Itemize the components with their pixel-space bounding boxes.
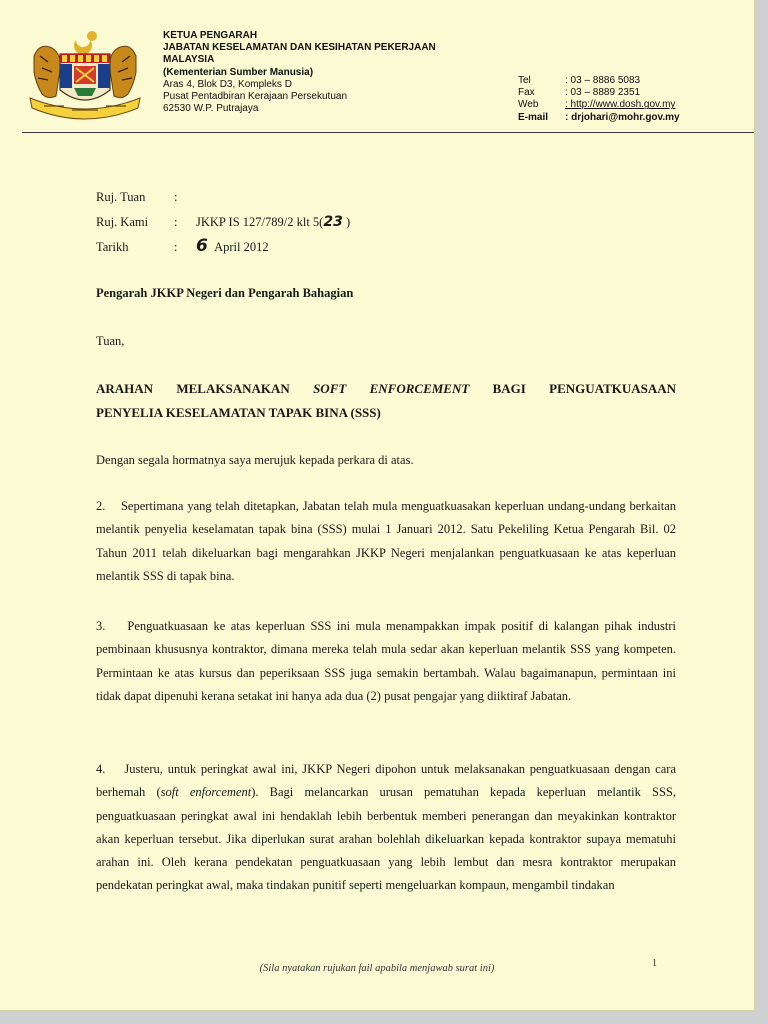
handwritten-day: 6: [196, 236, 208, 256]
page-number: 1: [652, 958, 657, 969]
handwritten-number: 23: [323, 214, 343, 230]
website-link[interactable]: : http://www.dosh.gov.my: [565, 99, 676, 111]
recipient-line: Pengarah JKKP Negeri dan Pengarah Bahagian: [96, 286, 354, 300]
paragraph-4-italic: soft enforcement: [160, 785, 252, 800]
contact-fax: [518, 87, 748, 99]
subject-part-3: BAGI PENGUATKUASAAN: [492, 381, 677, 396]
ref-colon: :: [174, 215, 178, 229]
address-line-1: Aras 4, Blok D3, Kompleks D: [163, 78, 292, 90]
letter-subject: [96, 377, 676, 425]
paragraph-4-text-b: ). Bagi melancarkan urusan pematuhan kepada keperluan melantik SSS, penguatkuasaan peringkat awal ini hendaklah lebih berbentuk memberi penerangan dan meyakinkan kontraktor akan keperluan tersebut. Jika diperlukan surat arahan bolehlah dikeluarkan kepada kontraktor supaya mematuhi arahan ini. Oleh kerana pendekatan penguatkuasaan yang lebih lembut dan mesra kontraktor merupakan pendekatan peringkat awal, maka tindakan punitif seperti mengeluarkan kompaun, mengambil tindakan: [96, 785, 676, 893]
ref-colon: :: [174, 190, 178, 204]
footer-note: (Sila nyatakan rujukan fail apabila menjawab surat ini): [259, 963, 495, 974]
date-value: April 2012: [214, 240, 269, 254]
letterhead-country: MALAYSIA: [163, 54, 215, 66]
opening-line: Dengan segala hormatnya saya merujuk kepada perkara di atas.: [96, 453, 414, 467]
coat-of-arms-logo: [24, 26, 146, 126]
ref-value: JKKP IS 127/789/2 klt 5(: [196, 215, 324, 229]
ref-tarikh: [96, 236, 269, 256]
subject-line-2: PENYELIA KESELAMATAN TAPAK BINA (SSS): [96, 405, 381, 420]
contact-web: [518, 99, 748, 111]
contact-label: E-mail: [518, 111, 549, 123]
letterhead-title: KETUA PENGARAH: [163, 30, 258, 41]
letterhead-department: JABATAN KESELAMATAN DAN KESIHATAN PEKERJAAN: [163, 42, 436, 54]
letterhead-contacts: [518, 75, 748, 124]
paragraph-3: 3. Penguatkuasaan ke atas keperluan SSS ini mula menampakkan impak positif di kalangan pihak industri pembinaan khususnya kontraktor, dimana mereka telah mula sedar akan keperluan melantik SSS yang kompeten. Permintaan ke atas kursus dan peperiksaan SSS juga semakin bertambah. Walau bagaimanapun, permintaan ini tidak dapat dipenuhi kerana setakat ini hanya ada dua (2) pusat pengajar yang diiktiraf Jabatan.: [96, 619, 676, 703]
subject-part-2: SOFT ENFORCEMENT: [313, 381, 470, 396]
header-divider: [22, 132, 754, 133]
address-line-3: 62530 W.P. Putrajaya: [163, 103, 259, 115]
ref-label: Ruj. Tuan: [96, 190, 146, 204]
address-line-2: Pusat Pentadbiran Kerajaan Persekutuan: [163, 91, 348, 103]
paragraph-2: 2. Sepertimana yang telah ditetapkan, Jabatan telah mula menguatkuasakan keperluan undang-undang berkaitan melantik penyelia keselamatan tapak bina (SSS) mulai 1 Januari 2012. Satu Pekeliling Ketua Pengarah Bil. 02 Tahun 2011 telah dikeluarkan bagi mengarahkan JKKP Negeri menjalankan penguatkuasaan ke atas keperluan melantik SSS di tapak bina.: [96, 499, 676, 583]
ref-ruj-kami: [96, 214, 350, 230]
ref-value-end: ): [342, 215, 351, 229]
subject-part-1: ARAHAN MELAKSANAKAN: [96, 381, 290, 396]
letterhead-address: [163, 30, 523, 115]
letterhead-ministry: (Kementerian Sumber Manusia): [163, 66, 314, 78]
email-link[interactable]: : drjohari@mohr.gov.my: [565, 111, 680, 123]
contact-value: : 03 – 8886 5083: [565, 75, 641, 86]
contact-label: Fax: [518, 87, 535, 99]
contact-tel: [518, 75, 748, 87]
contact-label: Tel: [518, 75, 531, 86]
ref-label: Tarikh: [96, 240, 129, 254]
contact-label: Web: [518, 99, 539, 111]
ref-colon: :: [174, 240, 178, 254]
ref-ruj-tuan: [96, 190, 196, 205]
contact-email: [518, 112, 748, 124]
paragraph-4: [96, 758, 676, 898]
ref-label: Ruj. Kami: [96, 215, 149, 229]
contact-value: : 03 – 8889 2351: [565, 87, 641, 99]
salutation: Tuan,: [96, 334, 125, 348]
paragraph-4-text-a: 4. Justeru, untuk peringkat awal ini, JKKP Negeri dipohon untuk melaksanakan penguatkuasaan dengan cara berhemah (: [96, 762, 676, 800]
